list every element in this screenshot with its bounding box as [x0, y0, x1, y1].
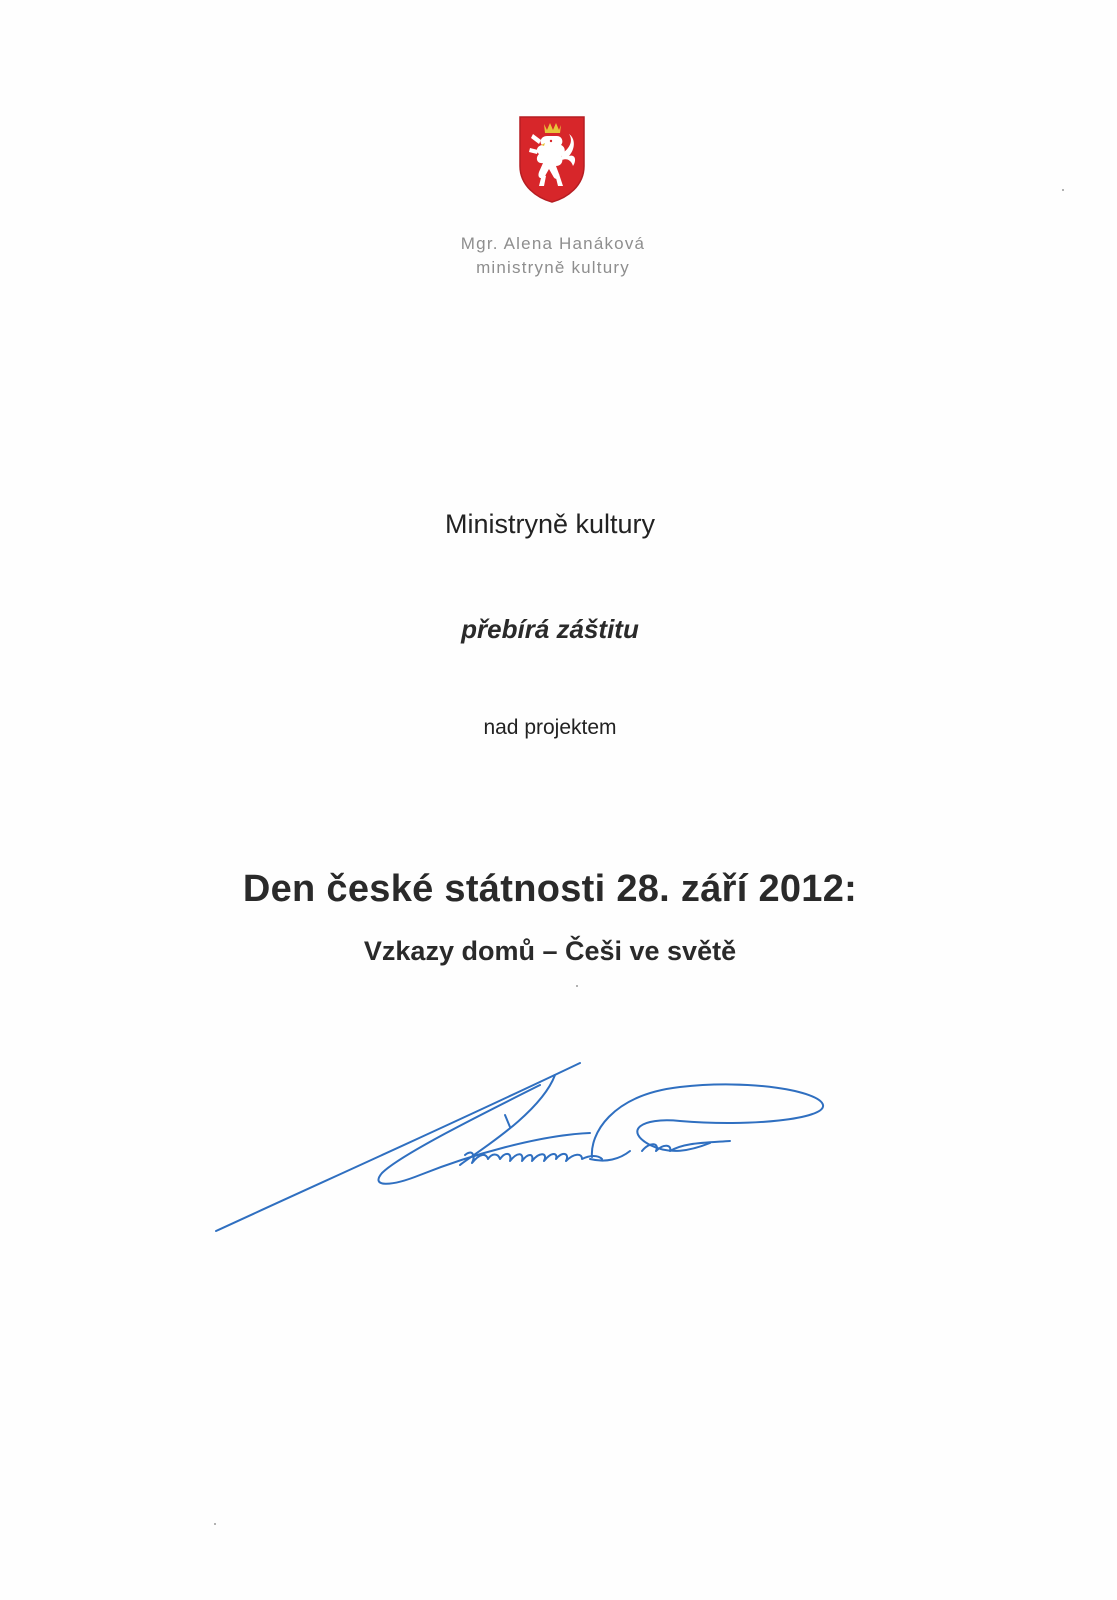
scan-speck [1062, 189, 1064, 191]
addressee-line: Ministryně kultury [444, 509, 656, 539]
project-subtitle: Vzkazy domů – Češi ve světě [363, 936, 737, 966]
scan-speck [576, 985, 578, 987]
over-project-line: nad projektem [483, 716, 617, 739]
handwritten-signature [210, 1055, 840, 1240]
patronage-statement: přebírá záštitu [461, 614, 639, 644]
project-title: Den české státnosti 28. září 2012: [242, 868, 858, 910]
letterhead-title: ministryně kultury [476, 258, 630, 277]
letterhead-name: Mgr. Alena Hanáková [460, 234, 646, 253]
czech-coat-of-arms-icon [517, 114, 587, 204]
letterhead [0, 232, 1100, 280]
scan-speck [214, 1523, 216, 1525]
